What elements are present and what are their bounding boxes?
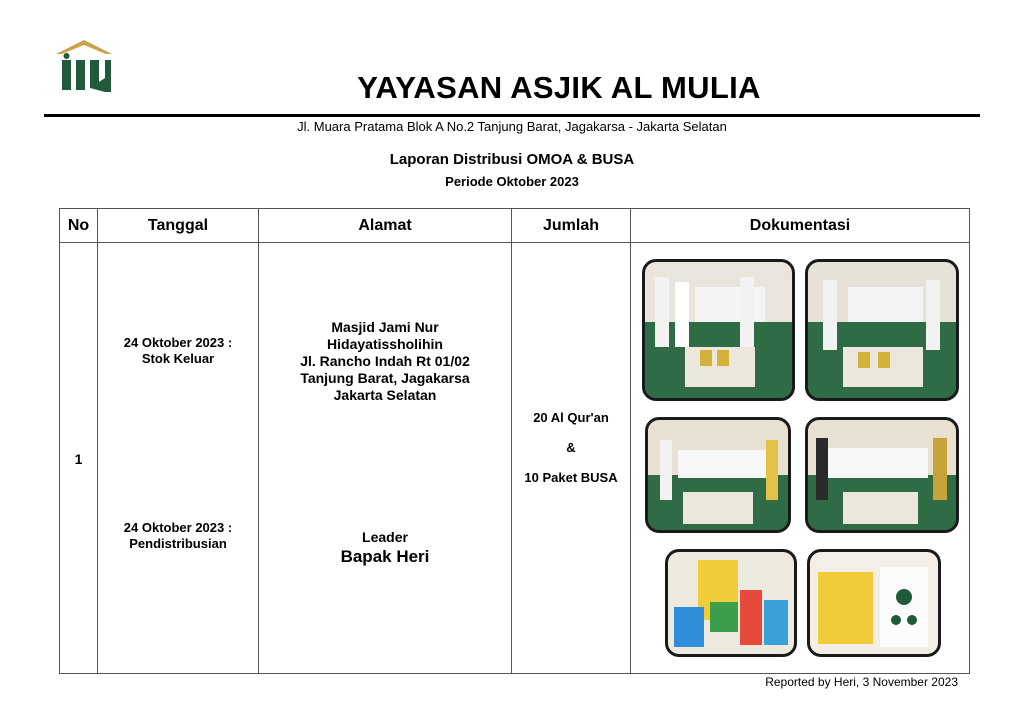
- leader-label: Leader: [362, 529, 408, 545]
- documentation-photo: [807, 549, 941, 657]
- report-signature: Reported by Heri, 3 November 2023: [765, 675, 958, 689]
- documentation-photo: [805, 417, 959, 533]
- quantity-block: [512, 403, 630, 493]
- report-period: Periode Oktober 2023: [445, 174, 579, 189]
- date-stock-out-label: Stok Keluar: [141, 351, 215, 366]
- quantity-busa: 10 Paket BUSA: [524, 470, 618, 485]
- date-distribution-label: Pendistribusian: [129, 536, 227, 551]
- documentation-photo: [805, 259, 959, 401]
- address-line: Hidayatissholihin: [327, 336, 443, 352]
- address-line: Jakarta Selatan: [333, 387, 437, 403]
- date-distribution-date: 24 Oktober 2023 :: [123, 520, 233, 535]
- column-header-no: No: [60, 209, 98, 243]
- documentation-photo: [665, 549, 797, 657]
- quantity-ampersand: &: [566, 440, 576, 455]
- column-header-dokumentasi: Dokumentasi: [631, 209, 970, 243]
- org-title: YAYASAN ASJIK AL MULIA: [357, 70, 761, 105]
- date-distribution: [98, 520, 258, 552]
- cell-no: [60, 243, 98, 674]
- address-block: [259, 319, 511, 404]
- column-header-tanggal: Tanggal: [98, 209, 259, 243]
- cell-alamat: [259, 243, 512, 674]
- date-stock-out: [98, 335, 258, 367]
- table-header-row: [60, 209, 970, 243]
- report-title: Laporan Distribusi OMOA & BUSA: [389, 151, 635, 168]
- column-header-alamat: Alamat: [259, 209, 512, 243]
- documentation-photo: [642, 259, 795, 401]
- address-line: Jl. Rancho Indah Rt 01/02: [300, 353, 470, 369]
- address-line: Masjid Jami Nur: [331, 319, 439, 335]
- cell-jumlah: [512, 243, 631, 674]
- address-line: Tanjung Barat, Jagakarsa: [300, 370, 470, 386]
- row-number: 1: [74, 451, 83, 467]
- date-stock-out-date: 24 Oktober 2023 :: [123, 335, 233, 350]
- header-divider: [44, 114, 980, 117]
- leader-name: Bapak Heri: [340, 547, 430, 566]
- documentation-photo: [645, 417, 791, 533]
- cell-tanggal: [98, 243, 259, 674]
- org-address: Jl. Muara Pratama Blok A No.2 Tanjung Barat, Jagakarsa - Jakarta Selatan: [297, 119, 727, 134]
- quantity-quran: 20 Al Qur'an: [533, 410, 609, 425]
- column-header-jumlah: Jumlah: [512, 209, 631, 243]
